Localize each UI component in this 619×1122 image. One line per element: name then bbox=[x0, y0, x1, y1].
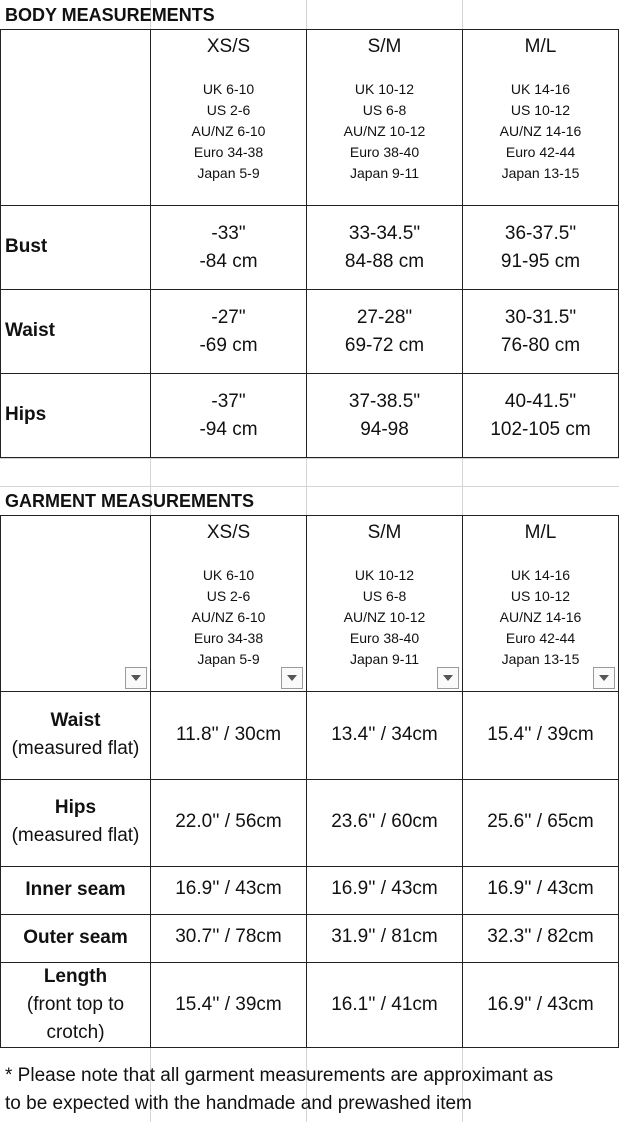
value-cm: 84-88 cm bbox=[344, 251, 425, 272]
footnote-line: to be expected with the handmade and prewashed item bbox=[5, 1093, 472, 1114]
row-label-title: Waist bbox=[50, 710, 101, 731]
chevron-down-icon bbox=[131, 675, 141, 681]
table-cell bbox=[307, 220, 462, 276]
value-cm: -94 cm bbox=[199, 419, 258, 440]
footnote-line: * Please note that all garment measurements are approximant as bbox=[5, 1065, 554, 1086]
size-conversion-euro: Euro 42-44 bbox=[505, 630, 576, 646]
size-name-m-l: M/L bbox=[524, 522, 557, 543]
gridline bbox=[462, 0, 463, 30]
size-name-s-m: S/M bbox=[367, 522, 402, 543]
size-conversion-uk: UK 6-10 bbox=[202, 567, 255, 583]
row-label-bust: Bust bbox=[5, 236, 48, 257]
value-cm: 102-105 cm bbox=[490, 419, 591, 440]
row-label-note: (front top to bbox=[26, 994, 125, 1015]
table-border bbox=[0, 457, 619, 458]
chevron-down-icon bbox=[287, 675, 297, 681]
size-conversion-uk: UK 14-16 bbox=[510, 567, 571, 583]
row-label-title: Inner seam bbox=[25, 879, 126, 900]
size-conversion-us: US 6-8 bbox=[362, 588, 407, 604]
size-conversions-m-l bbox=[463, 565, 618, 670]
value-inches: -37" bbox=[211, 391, 246, 412]
size-conversions-xs-s bbox=[151, 565, 306, 670]
gridline bbox=[0, 486, 619, 487]
table-border bbox=[0, 866, 619, 867]
chevron-down-icon bbox=[443, 675, 453, 681]
table-cell bbox=[463, 304, 618, 360]
size-conversion-euro: Euro 34-38 bbox=[193, 144, 264, 160]
table-border bbox=[0, 289, 619, 290]
garment-section-title: GARMENT MEASUREMENTS bbox=[5, 491, 255, 511]
table-cell: 13.4'' / 34cm bbox=[331, 724, 438, 745]
size-conversion-japan: Japan 9-11 bbox=[349, 165, 419, 181]
table-cell: 30.7'' / 78cm bbox=[175, 926, 282, 947]
gridline bbox=[306, 0, 307, 30]
table-cell bbox=[307, 304, 462, 360]
table-cell: 31.9'' / 81cm bbox=[331, 926, 438, 947]
size-conversion-euro: Euro 38-40 bbox=[349, 630, 420, 646]
size-conversion-us: US 10-12 bbox=[510, 102, 571, 118]
row-label-note: (measured flat) bbox=[11, 738, 140, 759]
size-conversion-japan: Japan 13-15 bbox=[501, 651, 580, 667]
table-cell: 32.3'' / 82cm bbox=[487, 926, 594, 947]
filter-dropdown-button[interactable] bbox=[281, 667, 303, 689]
size-conversion-japan: Japan 5-9 bbox=[197, 651, 260, 667]
size-conversion-japan: Japan 9-11 bbox=[349, 651, 419, 667]
value-inches: 36-37.5" bbox=[504, 223, 577, 244]
value-cm: 76-80 cm bbox=[500, 335, 581, 356]
gridline bbox=[0, 458, 619, 459]
size-conversion-euro: Euro 42-44 bbox=[505, 144, 576, 160]
table-border bbox=[0, 29, 619, 30]
size-conversion-au-nz: AU/NZ 6-10 bbox=[191, 609, 266, 625]
table-cell bbox=[151, 388, 306, 444]
size-conversion-us: US 6-8 bbox=[362, 102, 407, 118]
chevron-down-icon bbox=[599, 675, 609, 681]
row-label-note: (measured flat) bbox=[11, 825, 140, 846]
table-cell bbox=[151, 304, 306, 360]
value-inches: 27-28" bbox=[356, 307, 413, 328]
table-border bbox=[0, 29, 1, 458]
table-cell: 16.9'' / 43cm bbox=[487, 994, 594, 1015]
body-section-title: BODY MEASUREMENTS bbox=[5, 5, 215, 25]
table-cell: 23.6'' / 60cm bbox=[331, 811, 438, 832]
row-label-hips bbox=[1, 794, 150, 850]
table-border bbox=[0, 515, 619, 516]
table-border bbox=[0, 914, 619, 915]
size-name-m-l: M/L bbox=[524, 36, 557, 57]
size-conversions-xs-s bbox=[151, 79, 306, 184]
size-conversion-us: US 10-12 bbox=[510, 588, 571, 604]
row-label-inner-seam bbox=[1, 876, 150, 904]
size-conversions-m-l bbox=[463, 79, 618, 184]
table-cell: 15.4'' / 39cm bbox=[487, 724, 594, 745]
table-cell bbox=[463, 388, 618, 444]
size-name-xs-s: XS/S bbox=[206, 522, 251, 543]
row-label-title: Outer seam bbox=[23, 927, 128, 948]
row-label-waist bbox=[1, 707, 150, 763]
table-cell: 22.0'' / 56cm bbox=[175, 811, 282, 832]
value-cm: -69 cm bbox=[199, 335, 258, 356]
gridline bbox=[462, 458, 463, 516]
table-cell: 11.8'' / 30cm bbox=[175, 724, 282, 745]
value-cm: 69-72 cm bbox=[344, 335, 425, 356]
filter-dropdown-button[interactable] bbox=[437, 667, 459, 689]
gridline bbox=[306, 458, 307, 516]
table-cell: 16.9'' / 43cm bbox=[331, 878, 438, 899]
value-inches: 30-31.5" bbox=[504, 307, 577, 328]
size-conversion-uk: UK 10-12 bbox=[354, 81, 415, 97]
value-inches: 37-38.5" bbox=[348, 391, 421, 412]
size-conversion-uk: UK 14-16 bbox=[510, 81, 571, 97]
row-label-waist: Waist bbox=[5, 320, 55, 341]
size-conversion-uk: UK 6-10 bbox=[202, 81, 255, 97]
size-conversion-uk: UK 10-12 bbox=[354, 567, 415, 583]
size-conversions-s-m bbox=[307, 79, 462, 184]
size-conversion-au-nz: AU/NZ 6-10 bbox=[191, 123, 266, 139]
size-conversion-au-nz: AU/NZ 14-16 bbox=[499, 123, 582, 139]
value-cm: -84 cm bbox=[199, 251, 258, 272]
row-label-title: Hips bbox=[54, 797, 97, 818]
size-conversion-us: US 2-6 bbox=[206, 102, 251, 118]
value-inches: -27" bbox=[211, 307, 246, 328]
table-cell: 25.6'' / 65cm bbox=[487, 811, 594, 832]
filter-dropdown-button[interactable] bbox=[593, 667, 615, 689]
size-conversion-au-nz: AU/NZ 10-12 bbox=[343, 123, 426, 139]
value-inches: -33" bbox=[211, 223, 246, 244]
size-conversion-au-nz: AU/NZ 14-16 bbox=[499, 609, 582, 625]
filter-dropdown-button[interactable] bbox=[125, 667, 147, 689]
size-conversion-euro: Euro 34-38 bbox=[193, 630, 264, 646]
row-label-title: Length bbox=[43, 966, 108, 987]
size-conversion-us: US 2-6 bbox=[206, 588, 251, 604]
row-label-note: crotch) bbox=[46, 1022, 105, 1043]
value-inches: 33-34.5" bbox=[348, 223, 421, 244]
size-conversion-euro: Euro 38-40 bbox=[349, 144, 420, 160]
table-border bbox=[0, 1047, 619, 1048]
value-cm: 91-95 cm bbox=[500, 251, 581, 272]
size-name-xs-s: XS/S bbox=[206, 36, 251, 57]
table-cell bbox=[307, 388, 462, 444]
table-border bbox=[0, 691, 619, 692]
size-name-s-m: S/M bbox=[367, 36, 402, 57]
size-conversion-au-nz: AU/NZ 10-12 bbox=[343, 609, 426, 625]
table-border bbox=[0, 373, 619, 374]
size-conversions-s-m bbox=[307, 565, 462, 670]
table-border bbox=[0, 779, 619, 780]
size-conversion-japan: Japan 5-9 bbox=[197, 165, 260, 181]
table-cell: 16.1'' / 41cm bbox=[331, 994, 438, 1015]
footnote bbox=[5, 1062, 615, 1118]
value-inches: 40-41.5" bbox=[504, 391, 577, 412]
table-cell: 16.9'' / 43cm bbox=[175, 878, 282, 899]
table-cell: 16.9'' / 43cm bbox=[487, 878, 594, 899]
size-conversion-japan: Japan 13-15 bbox=[501, 165, 580, 181]
table-cell bbox=[151, 220, 306, 276]
table-cell: 15.4'' / 39cm bbox=[175, 994, 282, 1015]
table-cell bbox=[463, 220, 618, 276]
row-label-hips: Hips bbox=[5, 404, 47, 425]
value-cm: 94-98 bbox=[360, 419, 409, 440]
table-border bbox=[0, 205, 619, 206]
row-label-outer-seam bbox=[1, 924, 150, 952]
row-label-length bbox=[1, 963, 150, 1047]
